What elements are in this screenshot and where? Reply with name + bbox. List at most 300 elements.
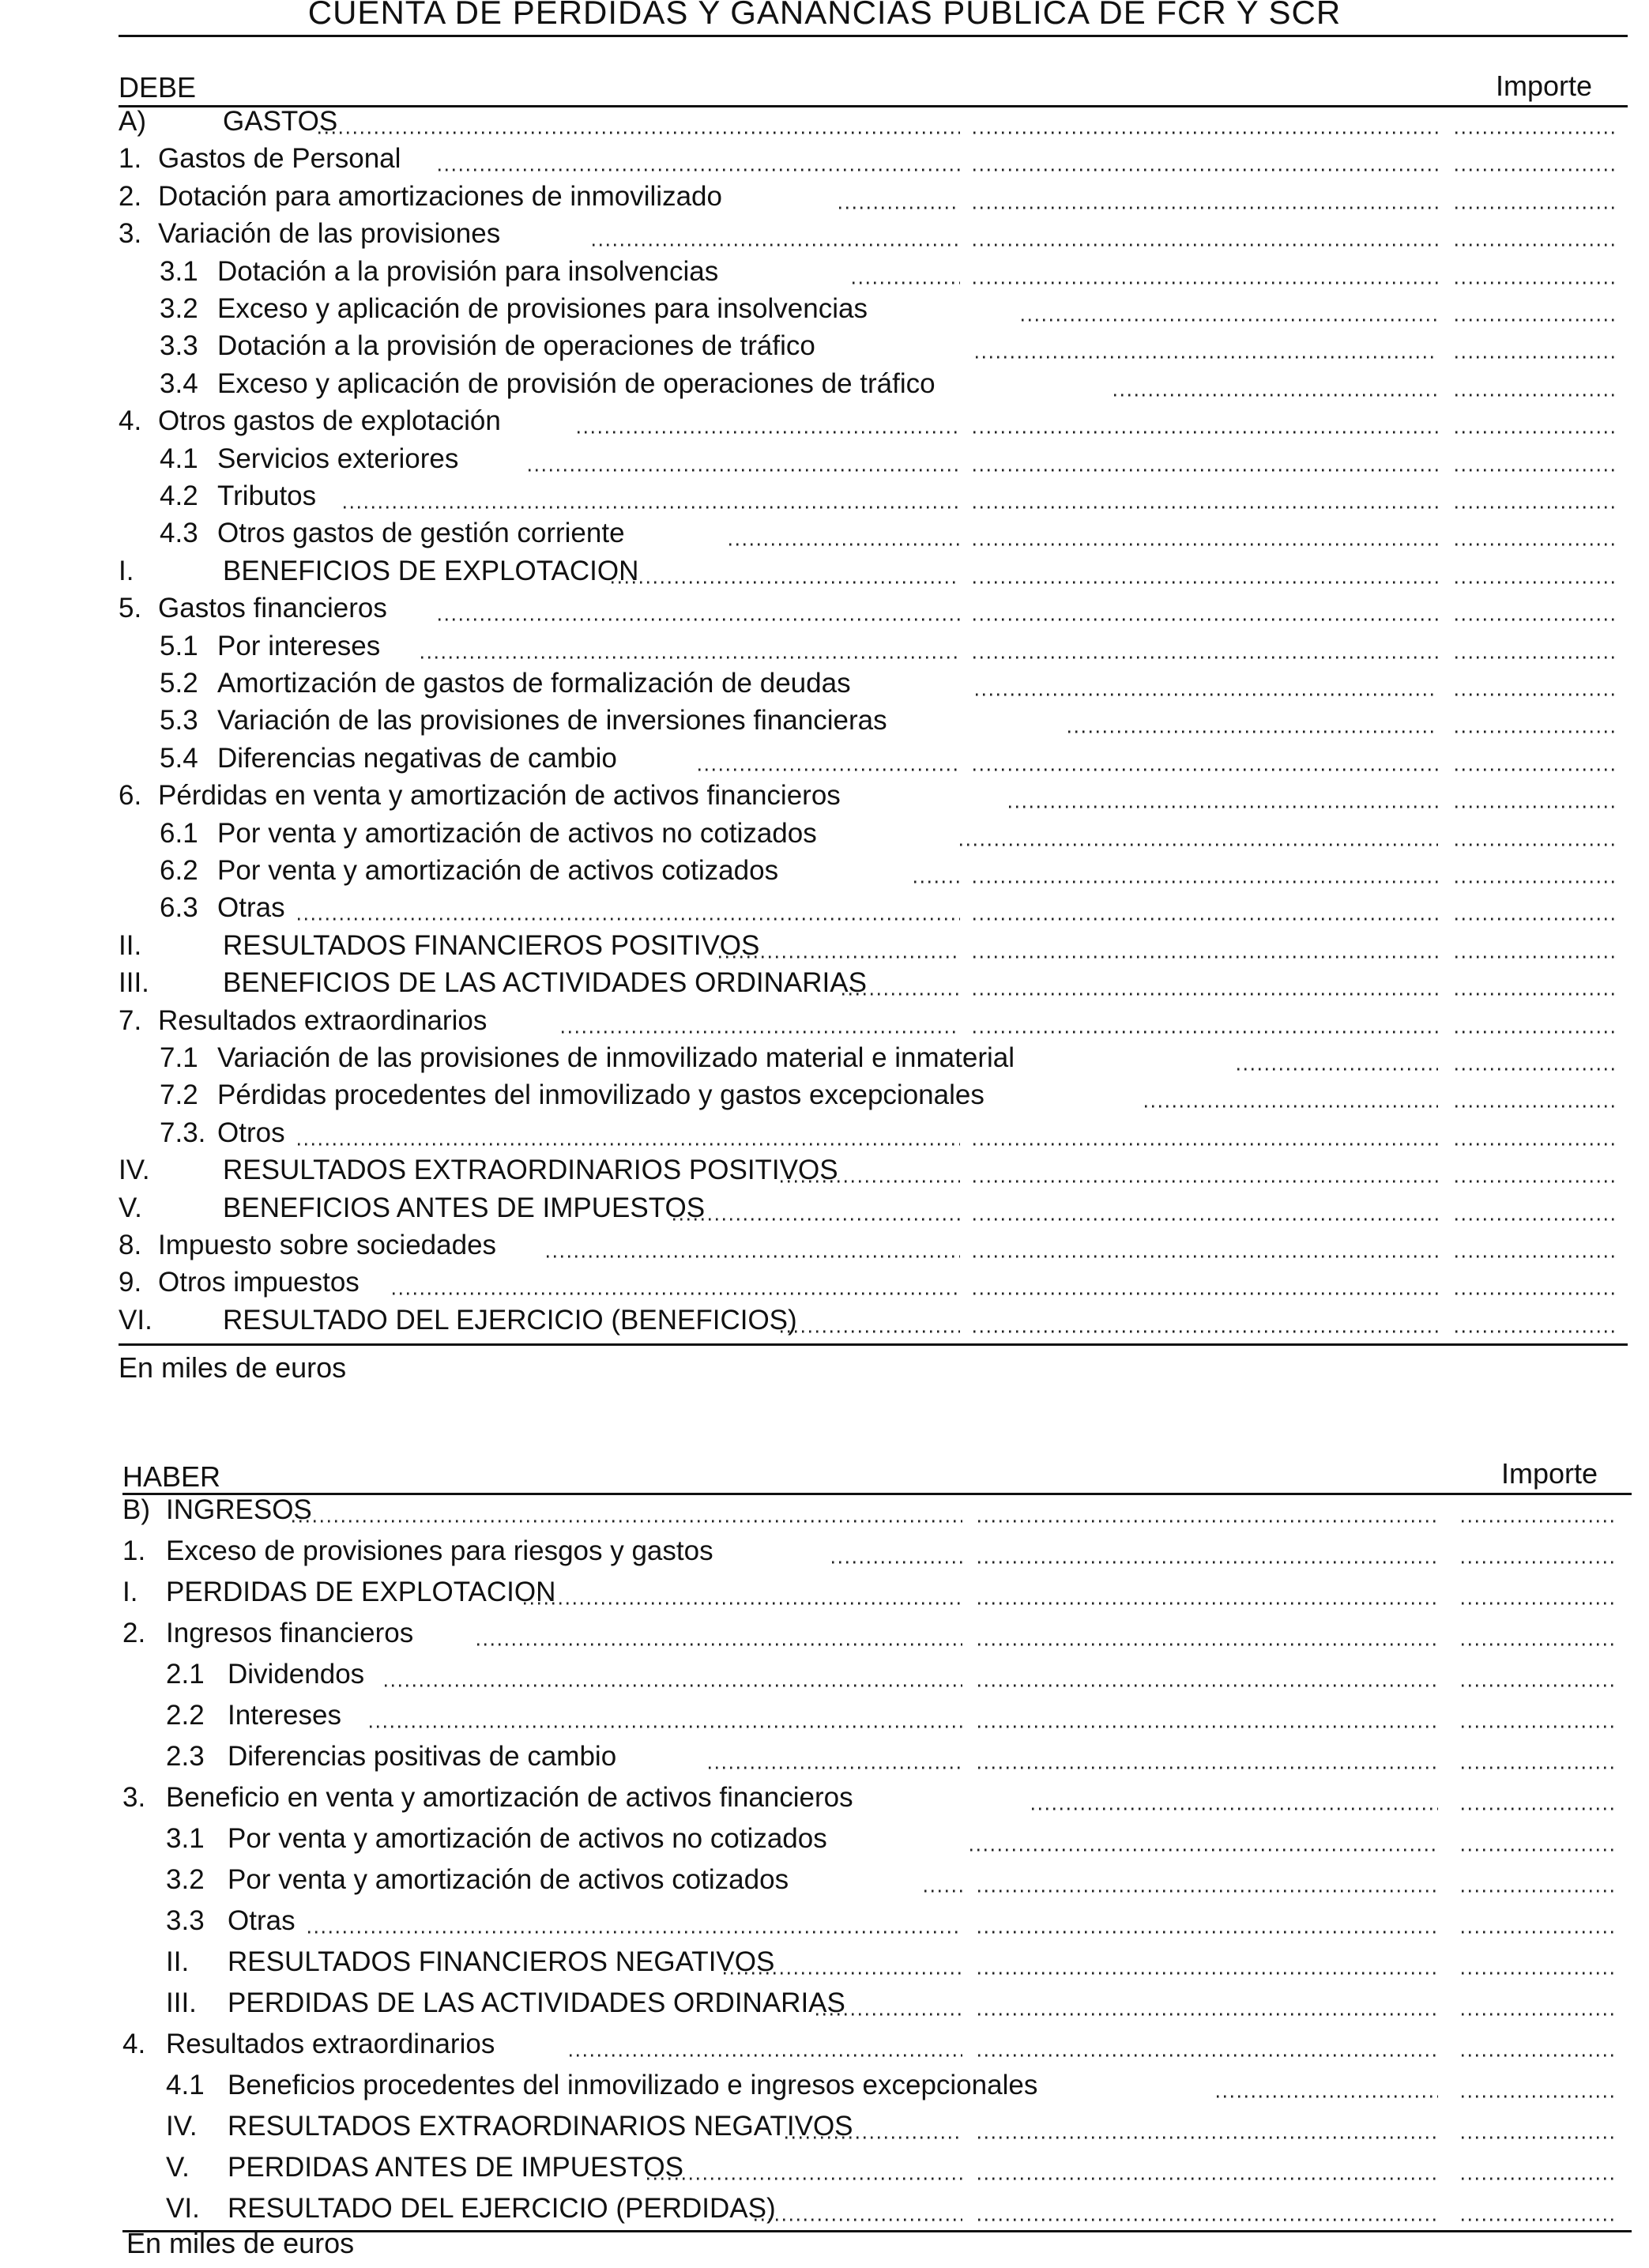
amount-placeholder-dots bbox=[1462, 1820, 1614, 1858]
debe-row bbox=[0, 777, 1649, 815]
haber-row bbox=[0, 1573, 1649, 1611]
row-number: III. bbox=[166, 1987, 197, 2018]
debe-row bbox=[0, 852, 1649, 890]
leader-dots bbox=[393, 1264, 960, 1302]
debe-row bbox=[0, 402, 1649, 440]
leader-dots bbox=[1009, 777, 1438, 815]
row-label: PERDIDAS DE LAS ACTIVIDADES ORDINARIAS bbox=[228, 1987, 845, 2018]
haber-row bbox=[0, 2108, 1649, 2146]
leader-dots bbox=[978, 1697, 1438, 1735]
row-label: Otros impuestos bbox=[158, 1267, 360, 1298]
haber-row bbox=[0, 2190, 1649, 2228]
leader-dots bbox=[709, 1738, 962, 1776]
amount-placeholder-dots bbox=[1455, 140, 1614, 178]
leader-dots bbox=[978, 1902, 1438, 1940]
row-label: Otras bbox=[217, 892, 285, 923]
leader-dots bbox=[785, 2108, 962, 2146]
debe-row bbox=[0, 514, 1649, 552]
leader-dots bbox=[385, 1656, 962, 1693]
row-label: Pérdidas procedentes del inmovilizado y gastos excepcionales bbox=[217, 1079, 985, 1110]
amount-placeholder-dots bbox=[1455, 815, 1614, 853]
amount-placeholder-dots bbox=[1455, 1302, 1614, 1339]
amount-placeholder-dots bbox=[1455, 777, 1614, 815]
row-label: Exceso y aplicación de provisiones para insolvencias bbox=[217, 293, 868, 324]
row-label: Exceso de provisiones para riesgos y gastos bbox=[166, 1535, 713, 1566]
leader-dots bbox=[973, 1226, 1438, 1264]
row-number: 7. bbox=[119, 1005, 142, 1036]
debe-row bbox=[0, 140, 1649, 178]
debe-row bbox=[0, 1264, 1649, 1302]
leader-dots bbox=[914, 852, 960, 890]
row-number: 4.1 bbox=[166, 2070, 205, 2100]
row-number: 5.3 bbox=[160, 705, 198, 736]
leader-dots bbox=[842, 964, 960, 1002]
leader-dots bbox=[973, 964, 1438, 1002]
row-number: 7.1 bbox=[160, 1042, 198, 1073]
row-label: Por venta y amortización de activos no cotizados bbox=[217, 818, 817, 849]
leader-dots bbox=[698, 740, 960, 778]
haber-row bbox=[0, 1656, 1649, 1693]
leader-dots bbox=[816, 1984, 962, 2022]
leader-dots bbox=[973, 514, 1438, 552]
row-number: 4.2 bbox=[160, 480, 198, 511]
leader-dots bbox=[973, 1264, 1438, 1302]
leader-dots bbox=[298, 1114, 960, 1152]
leader-dots bbox=[570, 2025, 962, 2063]
row-number: 3.3 bbox=[160, 330, 198, 361]
leader-dots bbox=[370, 1697, 962, 1735]
row-number: II. bbox=[119, 930, 142, 961]
leader-dots bbox=[960, 815, 1438, 853]
debe-row bbox=[0, 1114, 1649, 1152]
debe-row bbox=[0, 1076, 1649, 1114]
leader-dots bbox=[973, 627, 1438, 665]
row-label: Variación de las provisiones de inversiones financieras bbox=[217, 705, 887, 736]
amount-placeholder-dots bbox=[1462, 2190, 1614, 2228]
amount-placeholder-dots bbox=[1455, 253, 1614, 291]
amount-placeholder-dots bbox=[1462, 1491, 1614, 1529]
leader-dots bbox=[578, 402, 960, 440]
amount-placeholder-dots bbox=[1455, 514, 1614, 552]
row-label: Otros bbox=[217, 1117, 285, 1148]
row-label: Pérdidas en venta y amortización de activos financieros bbox=[158, 780, 841, 811]
amount-placeholder-dots bbox=[1462, 1614, 1614, 1652]
leader-dots bbox=[832, 1532, 962, 1570]
row-number: 6.1 bbox=[160, 818, 198, 849]
leader-dots bbox=[973, 1114, 1438, 1152]
page-title: CUENTA DE PERDIDAS Y GANANCIAS PUBLICA DE FCR Y SCR bbox=[307, 0, 1342, 31]
row-label: Ingresos financieros bbox=[166, 1618, 414, 1648]
row-number: 5.2 bbox=[160, 668, 198, 699]
haber-row bbox=[0, 1491, 1649, 1529]
leader-dots bbox=[547, 1226, 960, 1264]
leader-dots bbox=[853, 253, 960, 291]
amount-placeholder-dots bbox=[1455, 665, 1614, 703]
leader-dots bbox=[973, 178, 1438, 216]
leader-dots bbox=[978, 1491, 1438, 1529]
haber-row bbox=[0, 2149, 1649, 2187]
debe-row bbox=[0, 327, 1649, 365]
debe-row bbox=[0, 927, 1649, 965]
amount-placeholder-dots bbox=[1455, 1226, 1614, 1264]
haber-row bbox=[0, 1779, 1649, 1817]
debe-row bbox=[0, 740, 1649, 778]
leader-dots bbox=[729, 514, 960, 552]
row-label: Diferencias positivas de cambio bbox=[228, 1741, 617, 1772]
haber-row bbox=[0, 1738, 1649, 1776]
row-label: BENEFICIOS DE EXPLOTACION bbox=[223, 556, 639, 586]
amount-placeholder-dots bbox=[1455, 927, 1614, 965]
row-label: RESULTADOS FINANCIEROS NEGATIVOS bbox=[228, 1946, 775, 1977]
row-number: 4. bbox=[122, 2029, 146, 2059]
debe-row bbox=[0, 702, 1649, 740]
amount-placeholder-dots bbox=[1462, 1656, 1614, 1693]
row-number: 2.2 bbox=[166, 1700, 205, 1731]
title-underline bbox=[119, 35, 1628, 37]
amount-placeholder-dots bbox=[1455, 552, 1614, 590]
haber-row bbox=[0, 1902, 1649, 1940]
row-label: Dividendos bbox=[228, 1659, 365, 1690]
leader-dots bbox=[344, 477, 960, 515]
row-label: Impuesto sobre sociedades bbox=[158, 1230, 497, 1260]
row-label: RESULTADOS EXTRAORDINARIOS POSITIVOS bbox=[223, 1155, 838, 1185]
amount-placeholder-dots bbox=[1462, 2025, 1614, 2063]
row-number: IV. bbox=[166, 2111, 198, 2142]
debe-heading: DEBE bbox=[119, 71, 197, 104]
leader-dots bbox=[976, 665, 1438, 703]
row-number: 9. bbox=[119, 1267, 142, 1298]
leader-dots bbox=[970, 1820, 1438, 1858]
row-label: Diferencias negativas de cambio bbox=[217, 743, 617, 774]
haber-row bbox=[0, 1861, 1649, 1899]
debe-row bbox=[0, 665, 1649, 703]
leader-dots bbox=[978, 2149, 1438, 2187]
leader-dots bbox=[755, 2190, 962, 2228]
amount-placeholder-dots bbox=[1462, 1943, 1614, 1981]
amount-placeholder-dots bbox=[1462, 1861, 1614, 1899]
debe-bottom-rule bbox=[119, 1343, 1628, 1346]
leader-dots bbox=[647, 2149, 962, 2187]
amount-placeholder-dots bbox=[1462, 2149, 1614, 2187]
leader-dots bbox=[978, 2190, 1438, 2228]
row-label: Resultados extraordinarios bbox=[166, 2029, 495, 2059]
row-number: 3. bbox=[122, 1782, 146, 1813]
haber-row bbox=[0, 1614, 1649, 1652]
leader-dots bbox=[781, 1302, 960, 1339]
leader-dots bbox=[1022, 290, 1438, 328]
amount-placeholder-dots bbox=[1455, 103, 1614, 141]
row-number: 4.3 bbox=[160, 518, 198, 548]
row-number: 7.3. bbox=[160, 1117, 206, 1148]
row-label: Tributos bbox=[217, 480, 317, 511]
haber-row bbox=[0, 2025, 1649, 2063]
leader-dots bbox=[973, 477, 1438, 515]
amount-placeholder-dots bbox=[1455, 477, 1614, 515]
amount-placeholder-dots bbox=[1462, 2108, 1614, 2146]
row-label: Otros gastos de explotación bbox=[158, 405, 501, 436]
amount-placeholder-dots bbox=[1455, 290, 1614, 328]
debe-row bbox=[0, 1189, 1649, 1227]
debe-row bbox=[0, 1226, 1649, 1264]
leader-dots bbox=[439, 590, 960, 627]
leader-dots bbox=[973, 1302, 1438, 1339]
debe-row bbox=[0, 964, 1649, 1002]
debe-row bbox=[0, 552, 1649, 590]
leader-dots bbox=[978, 1861, 1438, 1899]
row-number: V. bbox=[166, 2152, 190, 2183]
debe-row bbox=[0, 290, 1649, 328]
amount-placeholder-dots bbox=[1455, 852, 1614, 890]
row-number: 2. bbox=[122, 1618, 146, 1648]
row-label: BENEFICIOS DE LAS ACTIVIDADES ORDINARIAS bbox=[223, 967, 867, 998]
leader-dots bbox=[308, 1902, 962, 1940]
row-label: Otras bbox=[228, 1905, 296, 1936]
row-label: Otros gastos de gestión corriente bbox=[217, 518, 625, 548]
debe-row bbox=[0, 815, 1649, 853]
row-label: Gastos financieros bbox=[158, 593, 387, 624]
leader-dots bbox=[839, 178, 960, 216]
row-number: 1. bbox=[122, 1535, 146, 1566]
leader-dots bbox=[292, 1491, 962, 1529]
debe-row bbox=[0, 590, 1649, 627]
row-number: B) bbox=[122, 1494, 150, 1525]
amount-placeholder-dots bbox=[1455, 327, 1614, 365]
amount-placeholder-dots bbox=[1455, 215, 1614, 253]
row-number: 1. bbox=[119, 143, 142, 174]
amount-placeholder-dots bbox=[1462, 1984, 1614, 2022]
row-label: Exceso y aplicación de provisión de operaciones de tráfico bbox=[217, 368, 936, 399]
row-label: RESULTADO DEL EJERCICIO (BENEFICIOS) bbox=[223, 1305, 797, 1336]
leader-dots bbox=[973, 215, 1438, 253]
row-number: 4. bbox=[119, 405, 142, 436]
row-label: RESULTADO DEL EJERCICIO (PERDIDAS) bbox=[228, 2193, 776, 2224]
amount-placeholder-dots bbox=[1462, 2066, 1614, 2104]
row-number: 2.1 bbox=[166, 1659, 205, 1690]
debe-row bbox=[0, 1039, 1649, 1077]
amount-placeholder-dots bbox=[1455, 702, 1614, 740]
leader-dots bbox=[529, 440, 960, 478]
leader-dots bbox=[973, 1151, 1438, 1189]
amount-placeholder-dots bbox=[1455, 889, 1614, 927]
leader-dots bbox=[781, 1151, 960, 1189]
row-label: Beneficio en venta y amortización de activos financieros bbox=[166, 1782, 853, 1813]
leader-dots bbox=[1217, 2066, 1438, 2104]
debe-row bbox=[0, 253, 1649, 291]
haber-amount-header: Importe bbox=[1501, 1457, 1598, 1490]
leader-dots bbox=[973, 889, 1438, 927]
row-number: IV. bbox=[119, 1155, 150, 1185]
row-number: 3.1 bbox=[166, 1823, 205, 1854]
haber-row bbox=[0, 1820, 1649, 1858]
row-number: V. bbox=[119, 1192, 142, 1223]
row-label: Por venta y amortización de activos cotizados bbox=[217, 855, 779, 886]
leader-dots bbox=[1032, 1779, 1438, 1817]
row-label: Variación de las provisiones de inmovilizado material e inmaterial bbox=[217, 1042, 1015, 1073]
amount-placeholder-dots bbox=[1462, 1532, 1614, 1570]
leader-dots bbox=[562, 1002, 960, 1040]
leader-dots bbox=[973, 590, 1438, 627]
row-label: Intereses bbox=[228, 1700, 341, 1731]
row-number: 2. bbox=[119, 181, 142, 212]
leader-dots bbox=[973, 1002, 1438, 1040]
leader-dots bbox=[978, 1532, 1438, 1570]
debe-row bbox=[0, 477, 1649, 515]
leader-dots bbox=[973, 740, 1438, 778]
leader-dots bbox=[973, 402, 1438, 440]
row-number: 5.4 bbox=[160, 743, 198, 774]
leader-dots bbox=[1114, 365, 1438, 403]
amount-placeholder-dots bbox=[1455, 1076, 1614, 1114]
amount-placeholder-dots bbox=[1455, 365, 1614, 403]
row-label: Resultados extraordinarios bbox=[158, 1005, 488, 1036]
leader-dots bbox=[421, 627, 960, 665]
haber-row bbox=[0, 1697, 1649, 1735]
debe-row bbox=[0, 1151, 1649, 1189]
row-label: Gastos de Personal bbox=[158, 143, 401, 174]
row-number: 3.1 bbox=[160, 256, 198, 287]
leader-dots bbox=[439, 140, 960, 178]
leader-dots bbox=[673, 1189, 960, 1227]
row-number: A) bbox=[119, 106, 146, 137]
debe-row bbox=[0, 1002, 1649, 1040]
amount-placeholder-dots bbox=[1455, 1002, 1614, 1040]
row-number: 3.2 bbox=[160, 293, 198, 324]
row-label: Amortización de gastos de formalización de deudas bbox=[217, 668, 851, 699]
row-label: RESULTADOS EXTRAORDINARIOS NEGATIVOS bbox=[228, 2111, 853, 2142]
row-number: 8. bbox=[119, 1230, 142, 1260]
row-number: VI. bbox=[166, 2193, 200, 2224]
debe-row bbox=[0, 365, 1649, 403]
row-label: Por venta y amortización de activos no cotizados bbox=[228, 1823, 827, 1854]
row-number: 3. bbox=[119, 218, 142, 249]
debe-row bbox=[0, 215, 1649, 253]
row-number: VI. bbox=[119, 1305, 152, 1336]
leader-dots bbox=[318, 103, 960, 141]
row-number: 6.2 bbox=[160, 855, 198, 886]
leader-dots bbox=[719, 927, 960, 965]
debe-units-note: En miles de euros bbox=[119, 1351, 347, 1384]
leader-dots bbox=[973, 927, 1438, 965]
amount-placeholder-dots bbox=[1455, 590, 1614, 627]
row-label: INGRESOS bbox=[166, 1494, 312, 1525]
row-label: Por intereses bbox=[217, 631, 381, 661]
debe-row bbox=[0, 178, 1649, 216]
row-label: Variación de las provisiones bbox=[158, 218, 501, 249]
row-label: RESULTADOS FINANCIEROS POSITIVOS bbox=[223, 930, 760, 961]
row-label: Dotación a la provisión de operaciones de tráfico bbox=[217, 330, 815, 361]
amount-placeholder-dots bbox=[1455, 402, 1614, 440]
row-label: Servicios exteriores bbox=[217, 443, 459, 474]
amount-placeholder-dots bbox=[1462, 1738, 1614, 1776]
debe-row bbox=[0, 889, 1649, 927]
row-number: I. bbox=[122, 1577, 138, 1607]
leader-dots bbox=[1145, 1076, 1438, 1114]
amount-placeholder-dots bbox=[1455, 1151, 1614, 1189]
leader-dots bbox=[973, 253, 1438, 291]
leader-dots bbox=[477, 1614, 962, 1652]
amount-placeholder-dots bbox=[1462, 1902, 1614, 1940]
leader-dots bbox=[524, 1573, 962, 1611]
leader-dots bbox=[978, 2108, 1438, 2146]
debe-row bbox=[0, 627, 1649, 665]
haber-heading: HABER bbox=[122, 1460, 221, 1493]
haber-units-note: En miles de euros bbox=[126, 2227, 355, 2259]
amount-placeholder-dots bbox=[1455, 964, 1614, 1002]
haber-row bbox=[0, 1984, 1649, 2022]
leader-dots bbox=[973, 103, 1438, 141]
row-label: GASTOS bbox=[223, 106, 338, 137]
row-number: 3.2 bbox=[166, 1864, 205, 1895]
leader-dots bbox=[612, 552, 960, 590]
row-label: PERDIDAS ANTES DE IMPUESTOS bbox=[228, 2152, 683, 2183]
row-label: Dotación a la provisión para insolvencias bbox=[217, 256, 719, 287]
row-label: Beneficios procedentes del inmovilizado e ingresos excepcionales bbox=[228, 2070, 1038, 2100]
amount-placeholder-dots bbox=[1455, 627, 1614, 665]
amount-placeholder-dots bbox=[1455, 1264, 1614, 1302]
leader-dots bbox=[1068, 702, 1438, 740]
row-number: II. bbox=[166, 1946, 190, 1977]
row-label: BENEFICIOS ANTES DE IMPUESTOS bbox=[223, 1192, 706, 1223]
amount-placeholder-dots bbox=[1455, 178, 1614, 216]
amount-placeholder-dots bbox=[1462, 1573, 1614, 1611]
amount-placeholder-dots bbox=[1455, 740, 1614, 778]
leader-dots bbox=[978, 1738, 1438, 1776]
leader-dots bbox=[973, 1189, 1438, 1227]
debe-amount-header: Importe bbox=[1496, 70, 1593, 102]
amount-placeholder-dots bbox=[1455, 440, 1614, 478]
row-label: Dotación para amortizaciones de inmovilizado bbox=[158, 181, 722, 212]
leader-dots bbox=[973, 852, 1438, 890]
row-number: 5.1 bbox=[160, 631, 198, 661]
row-number: III. bbox=[119, 967, 149, 998]
leader-dots bbox=[978, 1656, 1438, 1693]
leader-dots bbox=[973, 552, 1438, 590]
haber-row bbox=[0, 2066, 1649, 2104]
debe-row bbox=[0, 440, 1649, 478]
leader-dots bbox=[976, 327, 1438, 365]
row-number: I. bbox=[119, 556, 134, 586]
leader-dots bbox=[924, 1861, 962, 1899]
row-number: 2.3 bbox=[166, 1741, 205, 1772]
row-number: 4.1 bbox=[160, 443, 198, 474]
amount-placeholder-dots bbox=[1455, 1189, 1614, 1227]
haber-row bbox=[0, 1532, 1649, 1570]
amount-placeholder-dots bbox=[1455, 1039, 1614, 1077]
row-label: PERDIDAS DE EXPLOTACION bbox=[166, 1577, 556, 1607]
row-number: 7.2 bbox=[160, 1079, 198, 1110]
leader-dots bbox=[1237, 1039, 1438, 1077]
leader-dots bbox=[978, 1573, 1438, 1611]
debe-row bbox=[0, 103, 1649, 141]
row-number: 6. bbox=[119, 780, 142, 811]
row-number: 6.3 bbox=[160, 892, 198, 923]
amount-placeholder-dots bbox=[1455, 1114, 1614, 1152]
debe-row bbox=[0, 1302, 1649, 1339]
row-number: 3.3 bbox=[166, 1905, 205, 1936]
row-number: 5. bbox=[119, 593, 142, 624]
haber-row bbox=[0, 1943, 1649, 1981]
leader-dots bbox=[978, 1943, 1438, 1981]
leader-dots bbox=[978, 1984, 1438, 2022]
row-number: 3.4 bbox=[160, 368, 198, 399]
leader-dots bbox=[973, 440, 1438, 478]
amount-placeholder-dots bbox=[1462, 1779, 1614, 1817]
leader-dots bbox=[978, 1614, 1438, 1652]
leader-dots bbox=[298, 889, 960, 927]
amount-placeholder-dots bbox=[1462, 1697, 1614, 1735]
leader-dots bbox=[724, 1943, 962, 1981]
row-label: Por venta y amortización de activos cotizados bbox=[228, 1864, 789, 1895]
